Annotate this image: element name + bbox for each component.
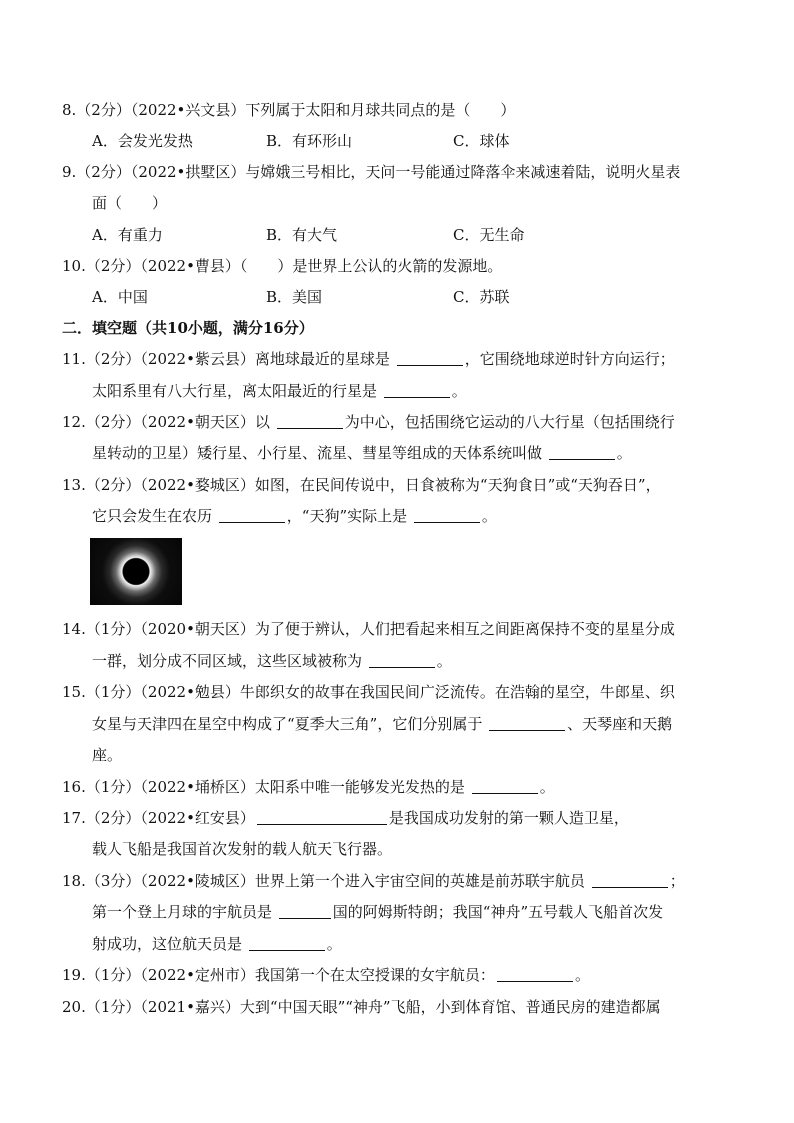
- question-18-line-3: [92, 933, 342, 955]
- question-18-line-1: [62, 870, 685, 892]
- question-11-line-1: [62, 348, 675, 370]
- question-8-option-a: A．会发光发热: [92, 132, 193, 150]
- text: 。: [539, 778, 555, 796]
- question-9-option-a: A．有重力: [92, 226, 163, 244]
- answer-blank[interactable]: [414, 506, 480, 523]
- question-8-stem: 8.（2分）（2022•兴文县）下列属于太阳和月球共同点的是（ ）: [62, 101, 516, 119]
- question-11-line-2: [92, 380, 467, 402]
- text: 、天琴座和天鹅: [567, 715, 673, 733]
- text: 星转动的卫星）矮行星、小行星、流星、彗星等组成的天体系统叫做: [92, 444, 547, 462]
- question-10-option-b: B．美国: [266, 288, 323, 306]
- text: 女星与天津四在星空中构成了“夏季大三角”，它们分别属于: [92, 715, 488, 733]
- text: 。: [481, 507, 497, 525]
- text: 国的阿姆斯特朗；我国“神舟”五号载人飞船首次发: [332, 903, 664, 921]
- text: 17.（2分）（2022•红安县）: [62, 809, 255, 827]
- question-9-stem: 9.（2分）（2022•拱墅区）与嫦娥三号相比，天问一号能通过降落伞来减速着陆，说明火星表: [62, 163, 681, 181]
- answer-blank[interactable]: [219, 506, 285, 523]
- text: 12.（2分）（2022•朝天区）以: [62, 413, 275, 431]
- text: 11.（2分）（2022•紫云县）离地球最近的星球是: [62, 350, 395, 368]
- section-heading-fill-in: 二．填空题（共10小题，满分16分）: [62, 319, 314, 337]
- question-18-line-2: [92, 901, 663, 923]
- answer-blank[interactable]: [592, 871, 668, 888]
- question-9-option-c: C．无生命: [453, 226, 525, 244]
- question-15-line-3: 座。: [92, 746, 123, 764]
- question-14-line-1: 14.（1分）（2020•朝天区）为了便于辨认，人们把看起来相互之间距离保持不变的星星分成: [62, 620, 675, 638]
- text: 第一个登上月球的宇航员是: [92, 903, 277, 921]
- answer-blank[interactable]: [369, 651, 435, 668]
- answer-blank[interactable]: [249, 934, 325, 951]
- text: ，“天狗”实际上是: [286, 507, 412, 525]
- text: 19.（1分）（2022•定州市）我国第一个在太空授课的女宇航员：: [62, 966, 495, 984]
- question-17-line-2: 载人飞船是我国首次发射的载人航天飞行器。: [92, 840, 393, 858]
- question-20-line-1: 20.（1分）（2021•嘉兴）大到“中国天眼”“神舟”飞船，小到体育馆、普通民房的建造都属: [62, 998, 661, 1016]
- text: 太阳系里有八大行星，离太阳最近的行星是: [92, 382, 382, 400]
- question-15-line-2: [92, 713, 672, 735]
- text: 它只会发生在农历: [92, 507, 217, 525]
- text: 是我国成功发射的第一颗人造卫星，: [388, 809, 629, 827]
- text: ；: [669, 872, 685, 890]
- question-17-line-1: [62, 807, 629, 829]
- question-14-line-2: [92, 650, 452, 672]
- answer-blank[interactable]: [384, 381, 450, 398]
- answer-blank[interactable]: [472, 777, 538, 794]
- question-9-stem-cont: 面（ ）: [92, 194, 168, 212]
- question-10-stem: 10.（2分）（2022•曹县）（ ）是世界上公认的火箭的发源地。: [62, 257, 503, 275]
- answer-blank[interactable]: [489, 714, 565, 731]
- question-13-line-2: [92, 505, 497, 527]
- text: 。: [436, 652, 452, 670]
- answer-blank[interactable]: [277, 412, 343, 429]
- text: 。: [616, 444, 632, 462]
- text: 。: [574, 966, 590, 984]
- question-13-line-1: 13.（2分）（2022•婺城区）如图，在民间传说中，日食被称为“天狗食日”或“天狗吞日”，: [62, 476, 661, 494]
- question-8-option-c: C．球体: [453, 132, 510, 150]
- question-9-option-b: B．有大气: [266, 226, 338, 244]
- question-10-option-a: A．中国: [92, 288, 148, 306]
- question-15-line-1: 15.（1分）（2022•勉县）牛郎织女的故事在我国民间广泛流传。在浩翰的星空，牛郎星、织: [62, 683, 675, 701]
- text: 16.（1分）（2022•埇桥区）太阳系中唯一能够发光发热的是: [62, 778, 470, 796]
- question-10-option-c: C．苏联: [453, 288, 510, 306]
- answer-blank[interactable]: [257, 808, 387, 825]
- text: ，它围绕地球逆时针方向运行；: [464, 350, 675, 368]
- text: 一群，划分成不同区域，这些区域被称为: [92, 652, 367, 670]
- text: 。: [451, 382, 467, 400]
- text: 18.（3分）（2022•陵城区）世界上第一个进入宇宙空间的英雄是前苏联宇航员: [62, 872, 590, 890]
- solar-eclipse-image: [90, 538, 182, 605]
- text: 为中心，包括围绕它运动的八大行星（包括围绕行: [344, 413, 675, 431]
- question-19-line-1: [62, 964, 590, 986]
- question-16-line-1: [62, 776, 555, 798]
- answer-blank[interactable]: [549, 443, 615, 460]
- text: 射成功，这位航天员是: [92, 935, 247, 953]
- answer-blank[interactable]: [397, 349, 463, 366]
- question-12-line-1: [62, 411, 675, 433]
- question-12-line-2: [92, 442, 632, 464]
- answer-blank[interactable]: [279, 902, 331, 919]
- text: 。: [326, 935, 342, 953]
- answer-blank[interactable]: [497, 965, 573, 982]
- question-8-option-b: B．有环形山: [266, 132, 353, 150]
